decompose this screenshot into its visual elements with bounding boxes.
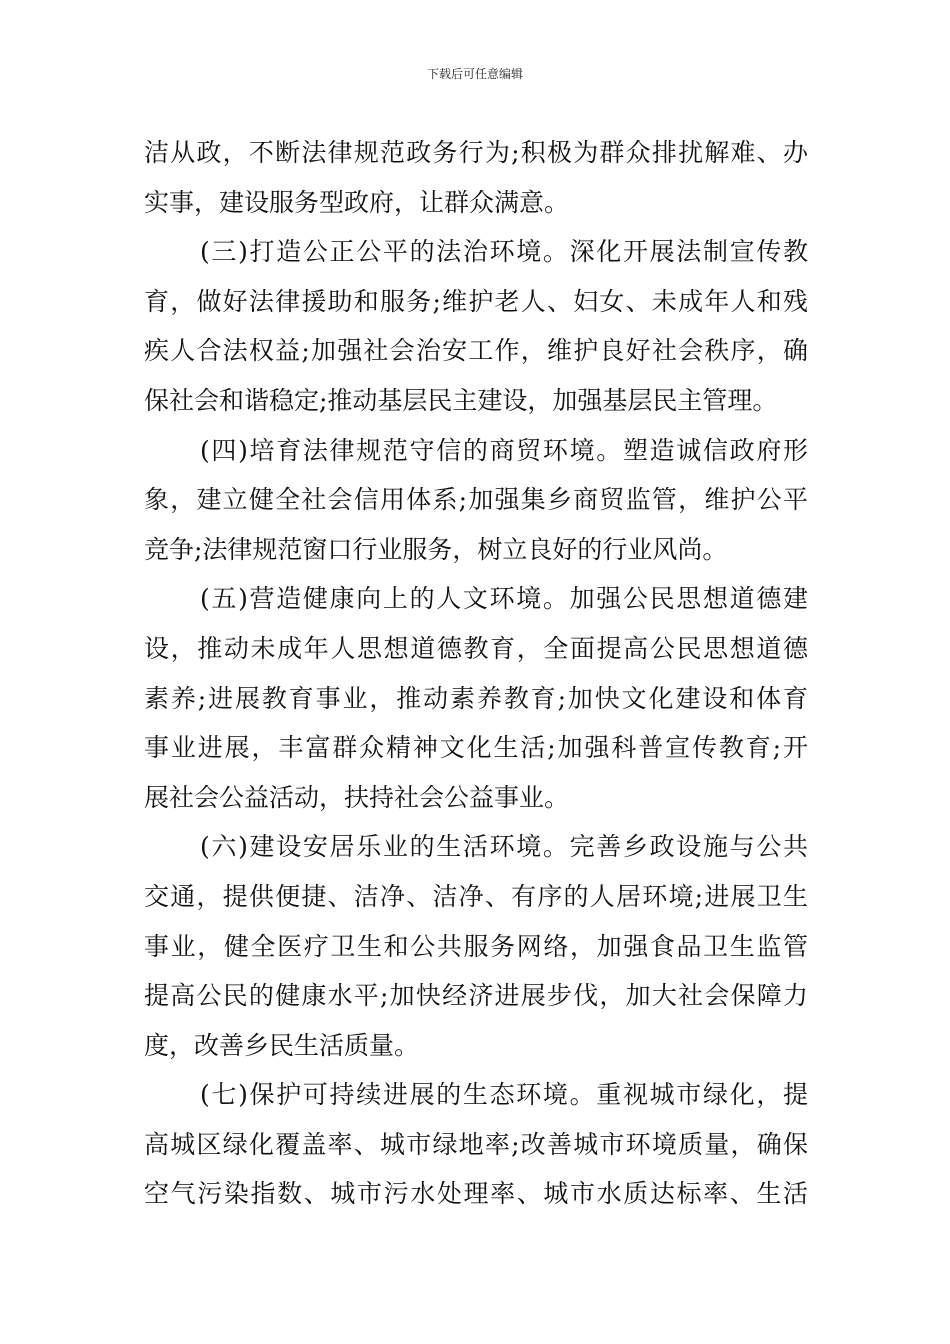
paragraph-first-line: (四)培育法律规范守信的商贸环境。塑造诚信政府形	[200, 435, 808, 465]
text-line: 象，建立健全社会信用体系;加强集乡商贸监管，维护公平	[144, 485, 808, 515]
paragraph-first-line: (七)保护可持续进展的生态环境。重视城市绿化，提	[200, 1080, 808, 1110]
text-line: 事业，健全医疗卫生和公共服务网络，加强食品卫生监管	[144, 931, 808, 961]
text-line: 保社会和谐稳定;推动基层民主建设，加强基层民主管理。	[144, 385, 778, 415]
document-body	[144, 128, 808, 1219]
paragraph-first-line: (三)打造公正公平的法治环境。深化开展法制宣传教	[200, 237, 808, 267]
text-line: 实事，建设服务型政府，让群众满意。	[144, 187, 570, 217]
text-line: 事业进展，丰富群众精神文化生活;加强科普宣传教育;开	[144, 733, 808, 763]
text-line: 展社会公益活动，扶持社会公益事业。	[144, 782, 570, 812]
text-line: 素养;进展教育事业，推动素养教育;加快文化建设和体育	[144, 683, 808, 713]
paragraph-first-line: (六)建设安居乐业的生活环境。完善乡政设施与公共	[200, 832, 808, 862]
page-header-note: 下载后可任意编辑	[426, 67, 523, 81]
text-line: 育，做好法律援助和服务;维护老人、妇女、未成年人和残	[144, 286, 808, 316]
text-line: 竞争;法律规范窗口行业服务，树立良好的行业风尚。	[144, 534, 728, 564]
text-line: 高城区绿化覆盖率、城市绿地率;改善城市环境质量，确保	[144, 1129, 808, 1159]
text-line: 交通，提供便捷、洁净、洁净、有序的人居环境;进展卫生	[144, 881, 808, 911]
text-line: 设，推动未成年人思想道德教育，全面提高公民思想道德	[144, 633, 808, 663]
paragraph-first-line: (五)营造健康向上的人文环境。加强公民思想道德建	[200, 584, 808, 614]
text-line: 洁从政，不断法律规范政务行为;积极为群众排扰解难、办	[144, 138, 808, 167]
text-line: 度，改善乡民生活质量。	[144, 1030, 420, 1060]
text-line: 疾人合法权益;加强社会治安工作，维护良好社会秩序，确	[144, 336, 808, 366]
text-line: 提高公民的健康水平;加快经济进展步伐，加大社会保障力	[144, 981, 808, 1011]
text-line: 空气污染指数、城市污水处理率、城市水质达标率、生活	[144, 1179, 808, 1209]
